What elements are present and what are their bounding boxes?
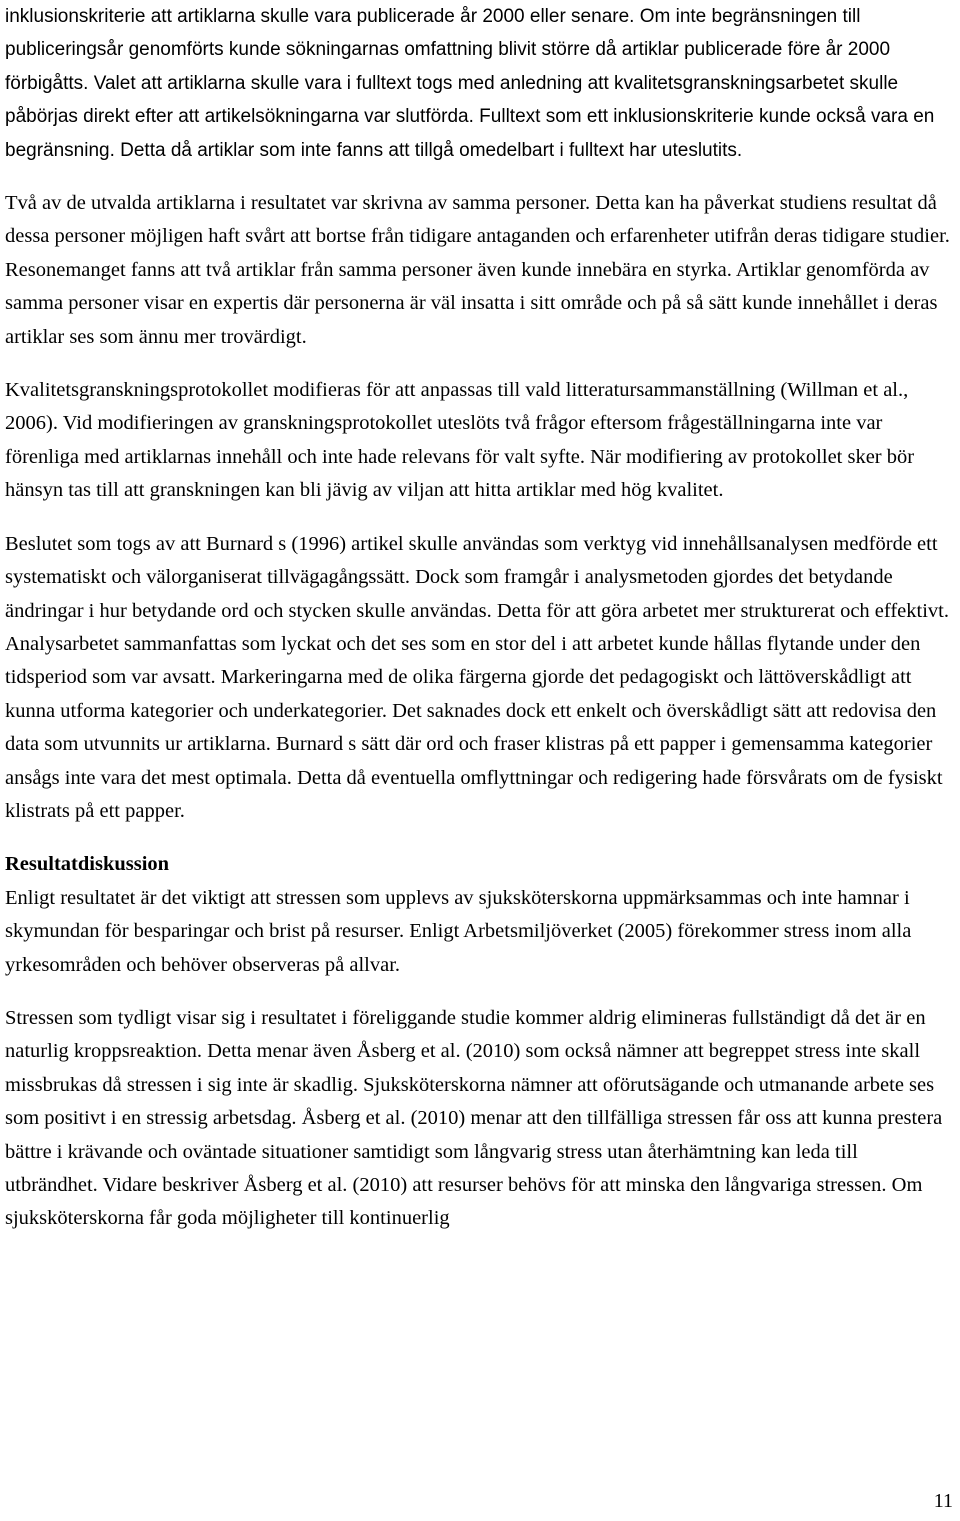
paragraph-stress-discussion: Stressen som tydligt visar sig i resultatet i föreliggande studie kommer aldrig elimineras fullständigt då det är en naturlig kroppsreaktion. Detta menar även Åsberg et al. (2010) som också nämner att begreppet stress inte skall missbrukas då stressen i sig inte är skadlig. Sjuksköterskorna nämner att oförutsägande och utmanande arbete ses som positivt i en stressig arbetsdag. Åsberg et al. (2010) menar att den tillfälliga stressen får oss att kunna prestera bättre i krävande och oväntade situationer samtidigt som långvarig stress utan återhämtning kan leda till utbrändhet. Vidare beskriver Åsberg et al. (2010) att resurser behövs för att minska den långvariga stressen. Om sjuksköterskorna får goda möjligheter till kontinuerlig — [5, 1006, 943, 1230]
section-heading: Resultatdiskussion — [5, 853, 170, 876]
paragraph-quality-protocol: Kvalitetsgranskningsprotokollet modifieras för att anpassas till vald litteratursammanställning (Willman et al., 2006). Vid modifieringen av granskningsprotokollet uteslöts två frågor eftersom frågeställningarna inte var förenliga med artiklarnas innehåll och inte hade relevans för valt syfte. När modifiering av protokollet sker bör hänsyn tas till att granskningen kan bli jävig av viljan att hitta artiklar med hög kvalitet. — [5, 379, 915, 502]
paragraph-limitations-part2: Om inte begränsningen till publiceringsår genomförts kunde sökningarnas omfattning blivit större då artiklar publicerade före år 2000 förbigåtts. Valet att artiklarna skulle vara i fulltext togs med anledning att kvalitetsgranskningsarbetet skulle påbörjas direkt efter att artikelsökningarna var slutförda. Fulltext som ett inklusionskriterie kunde också vara en begränsning. Detta då artiklar som inte fanns att tillgå omedelbart i fulltext har uteslutits. — [5, 6, 935, 161]
paragraph-same-authors: Två av de utvalda artiklarna i resultatet var skrivna av samma personer. Detta kan ha påverkat studiens resultat då dessa personer möjligen haft svårt att bortse från tidigare antaganden och erfarenheter utifrån deras tidigare studier. Resonemanget fanns att två artiklar från samma personer även kunde innebära en styrka. Artiklar genomförda av samma personer visar en expertis där personerna är väl insatta i sitt område och på så sätt kunde innehållet i deras artiklar ses som ännu mer trovärdigt. — [5, 192, 950, 348]
paragraph-result-stress: Enligt resultatet är det viktigt att stressen som upplevs av sjuksköterskorna uppmärksammas och inte hamnar i skymundan för besparingar och brist på resurser. Enligt Arbetsmiljöverket (2005) förekommer stress inom alla yrkesområden och behöver observeras på allvar. — [5, 886, 912, 976]
document-page — [5, 0, 953, 1236]
paragraph-content-analysis: Beslutet som togs av att Burnard s (1996) artikel skulle användas som verktyg vid innehållsanalysen medförde ett systematiskt och välorganiserat tillvägagångssätt. Dock som framgår i analysmetoden gjordes det betydande ändringar i hur betydande ord och stycken skulle användas. Detta för att göra arbetet mer strukturerat och effektivt. Analysarbetet sammanfattas som lyckat och det ses som en stor del i att arbetet kunde hållas flytande under den tidsperiod som var avsatt. Markeringarna med de olika färgerna gjorde det pedagogiskt och lättöverskådligt att kunna utforma kategorier och underkategorier. Det saknades dock ett enkelt och överskådligt sätt att redovisa den data som utvunnits ur artiklarna. Burnard s sätt där ord och fraser klistras på ett papper i gemensamma kategorier ansågs inte vara det mest optimala. Detta då eventuella omflyttningar och redigering hade försvårats om de fysiskt klistrats på ett papper. — [5, 532, 949, 822]
page-number: 11 — [933, 1490, 953, 1512]
paragraph-limitations — [5, 0, 953, 167]
paragraph-limitations-part1: inklusionskriterie att artiklarna skulle vara publicerade år 2000 eller senare. — [5, 6, 635, 27]
